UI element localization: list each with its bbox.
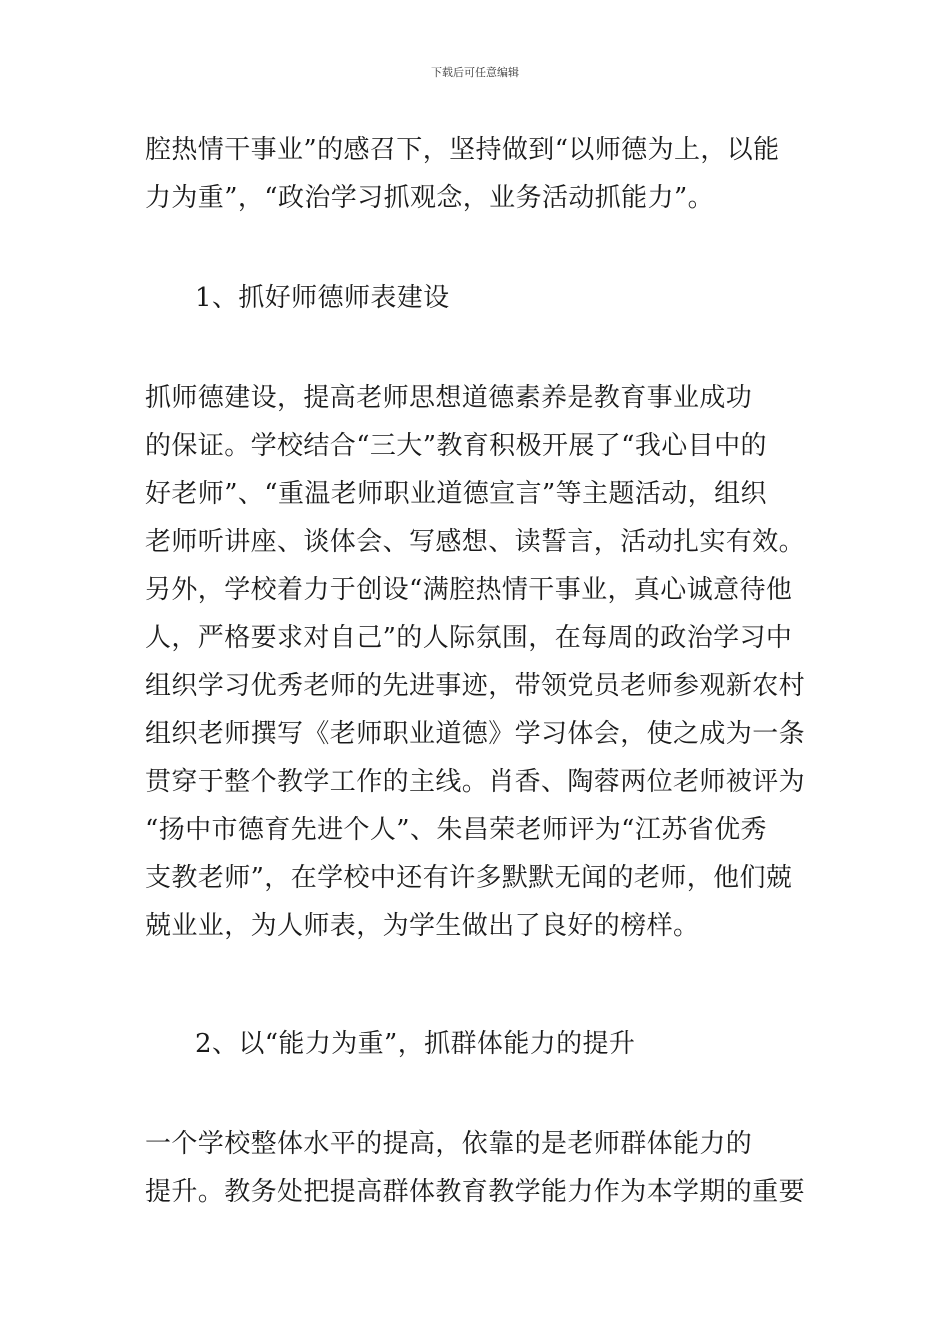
paragraph-teacher-ethics: 抓师德建设，提高老师思想道德素养是教育事业成功 的保证。学校结合“三大”教育积极开展了“我心目中的 好老师”、“重温老师职业道德宣言”等主题活动，组织 老师听讲座、谈体会、写感想、读誓言，活动扎实有效。 另外，学校着力于创设“满腔热情干事业，真心诚意待他 人，严格要求对自己”的人际氛围，在每周的政治学习中 组织学习优秀老师的先进事迹，带领党员老师参观新农村 组织老师撰写《老师职业道德》学习体会，使之成为一条 贯穿于整个教学工作的主线。肖香、陶蓉两位老师被评为 “扬中市德育先进个人”、朱昌荣老师评为“江苏省优秀 支教老师”，在学校中还有许多默默无闻的老师，他们兢 兢业业，为人师表，为学生做出了良好的榜样。	[145, 383, 806, 941]
section-heading-2: 2、以“能力为重”，抓群体能力的提升	[195, 1029, 636, 1059]
paragraph-group-ability: 一个学校整体水平的提高，依靠的是老师群体能力的 提升。教务处把提高群体教育教学能力作为本学期的重要	[145, 1129, 806, 1207]
paragraph-intro-continuation: 腔热情干事业”的感召下，坚持做到“以师德为上，以能 力为重”，“政治学习抓观念，业务活动抓能力”。	[145, 135, 780, 213]
page-header: 下载后可任意编辑	[431, 66, 519, 79]
section-heading-1: 1、抓好师德师表建设	[195, 283, 450, 313]
